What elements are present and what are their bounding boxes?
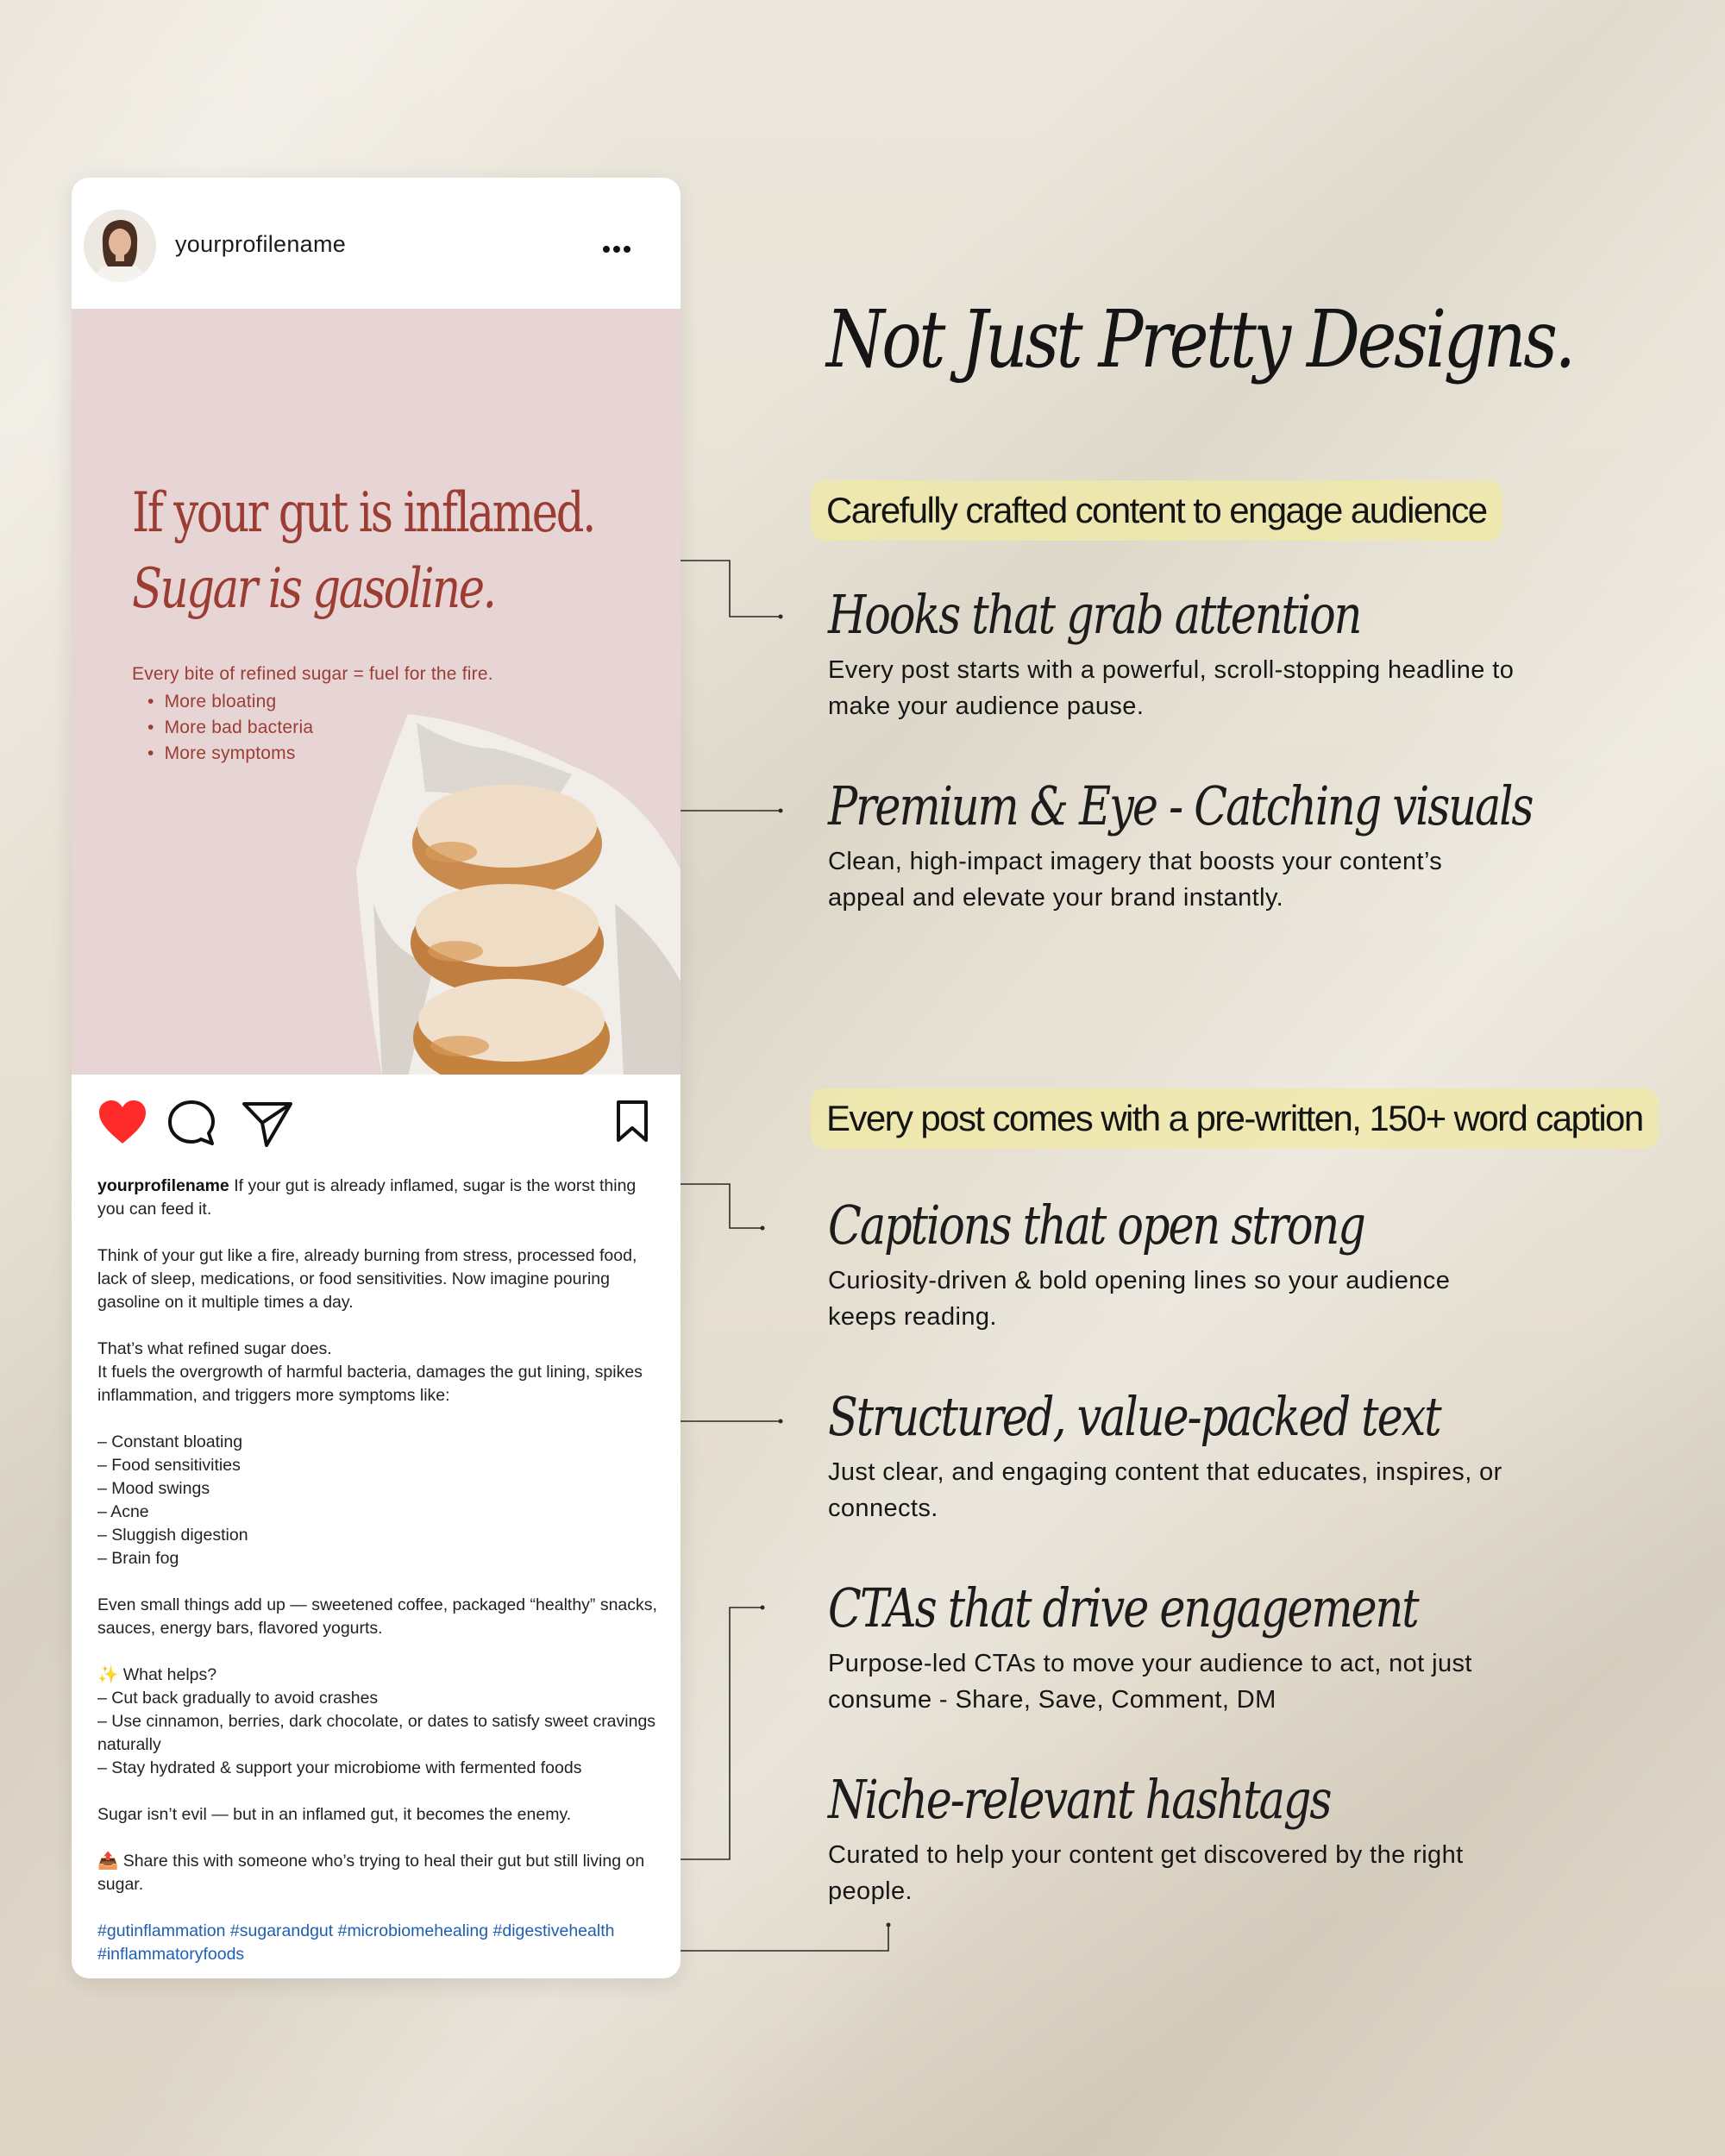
post-action-bar	[72, 1075, 681, 1169]
instagram-post-card	[72, 178, 681, 1978]
connector-ctas	[681, 1608, 762, 1859]
caption-paragraph: Sugar isn’t evil — but in an inflamed gut, it becomes the enemy.	[97, 1805, 572, 1824]
post-image[interactable]	[72, 309, 681, 1075]
donut-stack-illustration	[356, 697, 681, 1075]
post-headline-line1: If your gut is inflamed.	[132, 481, 594, 545]
caption-cta: 📤 Share this with someone who’s trying to heal their gut but still living on sugar.	[97, 1852, 645, 1894]
caption-paragraph: Think of your gut like a fire, already burning from stress, processed food, lack of sleep, medications, or food sensitivities. Now imagine pouring gasoline on it multiple times a day.	[97, 1246, 637, 1312]
feature-block	[828, 1768, 1604, 1909]
feature-title: Hooks that grab attention	[828, 583, 1361, 646]
post-bullet-list	[147, 689, 313, 767]
caption-paragraph: Even small things add up — sweetened coffee, packaged “healthy” snacks, sauces, energy bars, flavored yogurts.	[97, 1595, 657, 1638]
post-bullet: • More bloating	[147, 689, 313, 715]
feature-description: Curiosity-driven & bold opening lines so your audience keeps reading.	[828, 1267, 1451, 1331]
feature-block	[828, 1194, 1604, 1335]
feature-block	[828, 1576, 1604, 1718]
bookmark-icon[interactable]	[615, 1099, 649, 1148]
post-headline-line2: Sugar is gasoline.	[132, 557, 495, 621]
caption-paragraph: That’s what refined sugar does. It fuels the overgrowth of harmful bacteria, damages the gut lining, spikes inflammation, and triggers more symptoms like:	[97, 1339, 643, 1405]
connector-hooks	[681, 561, 781, 617]
page-title: Not Just Pretty Designs.	[826, 293, 1573, 385]
feature-description: Purpose-led CTAs to move your audience to act, not just consume - Share, Save, Comment, DM	[828, 1650, 1472, 1714]
feature-block	[828, 583, 1604, 724]
caption-tips: ✨ What helps? – Cut back gradually to avoid crashes – Use cinnamon, berries, dark chocolate, or dates to satisfy sweet cravings naturally – Stay hydrated & support your microbiome with fermented foods	[97, 1665, 656, 1777]
feature-title: CTAs that drive engagement	[828, 1576, 1418, 1639]
caption-username[interactable]: yourprofilename	[97, 1176, 229, 1195]
feature-description: Curated to help your content get discovered by the right people.	[828, 1841, 1464, 1905]
post-subtext: Every bite of refined sugar = fuel for the fire.	[132, 664, 493, 684]
highlight-pill: Carefully crafted content to engage audience	[811, 480, 1502, 541]
share-icon[interactable]	[241, 1099, 294, 1153]
feature-title: Premium & Eye - Catching visuals	[828, 774, 1533, 837]
feature-description: Clean, high-impact imagery that boosts your content’s appeal and elevate your brand instantly.	[828, 848, 1443, 912]
caption-hashtags[interactable]: #gutinflammation #sugarandgut #microbiomehealing #digestivehealth #inflammatoryfoods	[97, 1921, 615, 1964]
caption-symptom-list: – Constant bloating – Food sensitivities – Mood swings – Acne – Sluggish digestion – Brain fog	[97, 1432, 248, 1568]
feature-description: Every post starts with a powerful, scroll-stopping headline to make your audience pause.	[828, 656, 1515, 720]
connector-captions	[681, 1184, 762, 1228]
more-options-icon[interactable]	[599, 236, 634, 262]
post-header	[72, 178, 681, 309]
feature-title: Structured, value-packed text	[828, 1385, 1440, 1448]
comment-icon[interactable]	[166, 1099, 216, 1153]
post-bullet: • More bad bacteria	[147, 715, 313, 741]
caption-intro	[97, 1175, 658, 1221]
feature-title: Niche-relevant hashtags	[828, 1768, 1331, 1831]
feature-block	[828, 1385, 1604, 1526]
caption-intro-text: If your gut is already inflamed, sugar is the worst thing you can feed it.	[97, 1176, 637, 1219]
post-caption	[97, 1175, 658, 1966]
heart-icon[interactable]	[97, 1099, 147, 1150]
feature-block	[828, 774, 1604, 916]
avatar[interactable]	[84, 210, 156, 282]
highlight-pill: Every post comes with a pre-written, 150+ word caption	[811, 1088, 1659, 1149]
post-bullet: • More symptoms	[147, 741, 313, 767]
feature-title: Captions that open strong	[828, 1194, 1364, 1257]
connector-hashtags	[681, 1925, 888, 1951]
profile-name[interactable]: yourprofilename	[175, 231, 347, 257]
feature-description: Just clear, and engaging content that educates, inspires, or connects.	[828, 1458, 1502, 1522]
